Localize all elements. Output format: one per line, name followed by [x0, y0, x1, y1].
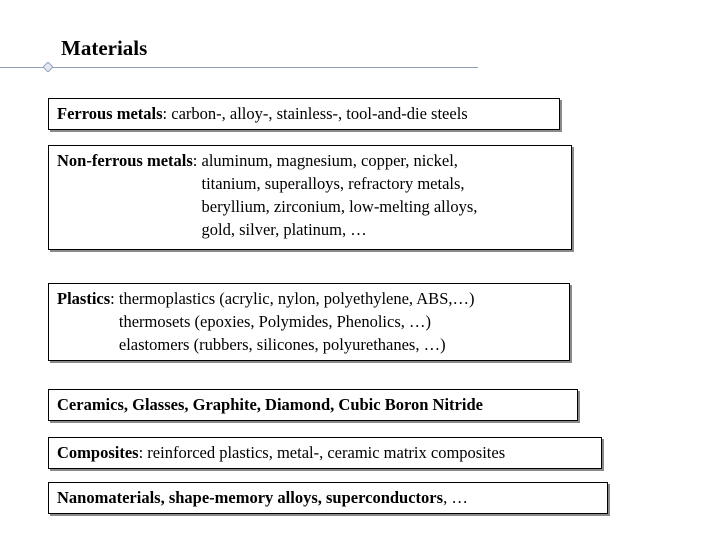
ceramics-label: Ceramics, Glasses, Graphite, Diamond, Cubic Boron Nitride [57, 395, 483, 414]
plastics-box [48, 283, 570, 361]
plastics-line: thermoplastics (acrylic, nylon, polyethylene, ABS,…) [118, 289, 475, 308]
page-title: Materials [61, 36, 148, 60]
nonferrous-metals-box [48, 145, 572, 250]
ceramics-box [48, 389, 578, 421]
rule-marker-icon [43, 62, 53, 72]
plastics-sep: : [110, 289, 119, 308]
nonferrous-line: titanium, superalloys, refractory metals, [201, 174, 465, 193]
plastics-label: Plastics [57, 289, 111, 308]
nanomaterials-box [48, 482, 608, 514]
nonferrous-line: gold, silver, platinum, … [201, 220, 367, 239]
composites-text: : reinforced plastics, metal-, ceramic matrix composites [138, 443, 506, 462]
nonferrous-metals-label: Non-ferrous metals [57, 151, 193, 170]
ferrous-metals-text: : carbon-, alloy-, stainless-, tool-and-die steels [162, 104, 468, 123]
ferrous-metals-box [48, 98, 560, 130]
plastics-line: thermosets (epoxies, Polymides, Phenolics, …) [118, 312, 431, 331]
nonferrous-line: beryllium, zirconium, low-melting alloys, [201, 197, 478, 216]
nanomaterials-label: Nanomaterials, shape-memory alloys, superconductors [57, 488, 444, 507]
title-underline [0, 67, 478, 68]
nonferrous-metals-sep: : [192, 151, 202, 170]
nonferrous-line: aluminum, magnesium, copper, nickel, [201, 151, 458, 170]
composites-box [48, 437, 602, 469]
nanomaterials-text: , … [443, 488, 468, 507]
ferrous-metals-label: Ferrous metals [57, 104, 163, 123]
plastics-line: elastomers (rubbers, silicones, polyurethanes, …) [118, 335, 446, 354]
composites-label: Composites [57, 443, 139, 462]
